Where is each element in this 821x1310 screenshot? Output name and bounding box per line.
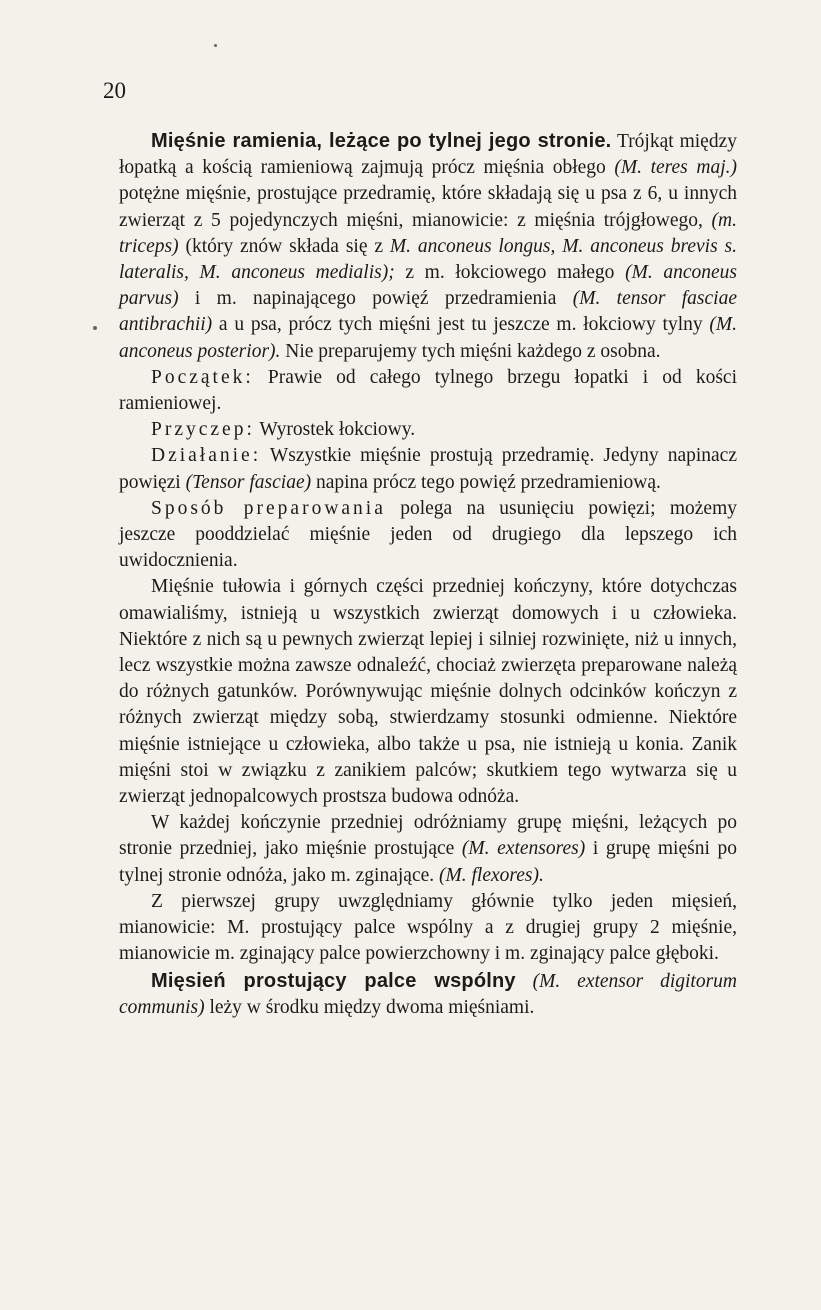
latin-term: M. anconeus longus, M. anconeus brevis s. lateralis, M. anconeus medialis); <box>119 235 738 284</box>
field-label: Początek: <box>151 366 254 388</box>
latin-term: (Tensor fasciae) <box>185 471 312 493</box>
paragraph-arm-muscles <box>119 128 737 365</box>
text-run: i m. napinającego powięź przedramienia <box>178 288 573 310</box>
paragraph-insertion <box>119 417 737 443</box>
field-label: Sposób preparowania <box>151 497 386 519</box>
latin-term: (M. extensores) <box>461 838 586 860</box>
text-run: i grupę mięśni po tylnej stronie odnóża, jako m. zginające. <box>119 838 737 886</box>
section-heading: Mięśnie ramienia, leżące po tylnej jego stronie. <box>151 130 612 152</box>
paragraph-extensor <box>119 968 737 1021</box>
paragraph-groups <box>119 810 737 889</box>
latin-term: (M. anconeus parvus) <box>119 262 737 310</box>
latin-term: (M. teres maj.) <box>614 157 737 179</box>
text-run: napina prócz tego powięź przedramieniową. <box>311 471 661 493</box>
text-run: Wszystkie mięśnie prostują przedramię. Jedyny napinacz powięzi <box>119 445 737 493</box>
page-number: 20 <box>103 78 126 103</box>
text-run: Wyrostek łokciowy. <box>254 419 416 441</box>
field-label: Przyczep: <box>151 419 255 441</box>
text-run: Prawie od całego tylnego brzegu łopatki i od kości ramieniowej. <box>119 366 737 415</box>
text-run: a u psa, prócz tych mięśni jest tu jeszcze m. łokciowy tylny <box>212 314 710 336</box>
latin-term: (M. extensor digitorum communis) <box>119 970 737 1018</box>
body-text <box>119 128 737 1021</box>
text-run: polega na usunięciu powięzi; możemy jeszcze pooddzielać mięśnie jeden od drugiego dla lepszego ich uwidocznienia. <box>119 497 737 572</box>
field-label: Działanie: <box>151 445 262 467</box>
text-run: (który znów składa się z <box>178 235 390 257</box>
paper-speck <box>93 326 97 330</box>
latin-term: (M. tensor fasciae antibrachii) <box>119 288 737 336</box>
text-run: Nie preparujemy tych mięśni każdego z osobna. <box>280 340 661 362</box>
latin-term: (m. triceps) <box>119 209 737 257</box>
paragraph-origin <box>119 365 737 417</box>
text-run: leży w środku między dwoma mięśniami. <box>204 996 535 1018</box>
latin-term: (M. anconeus posterior). <box>119 314 737 362</box>
text-run <box>516 971 533 992</box>
paragraph-action <box>119 443 737 495</box>
paper-speck <box>214 44 217 47</box>
text-run: potężne mięśnie, prostujące przedramię, które składają się u psa z 6, u innych zwierząt z 5 pojedynczych mięśni, mianowicie: z mięśnia trójgłowego, <box>119 183 737 231</box>
latin-term: (M. flexores). <box>439 864 544 886</box>
text-run: Trójkąt między łopatką a kością ramieniową zajmują prócz mięśnia obłego <box>119 131 737 179</box>
section-heading: Mięsień prostujący palce wspólny <box>151 969 516 992</box>
paragraph-comparison: Mięśnie tułowia i górnych części przedniej kończyny, które dotychczas omawialiśmy, istnieją u wszystkich zwierząt domowych i u człowieka. Niektóre z nich są u pewnych zwierząt lepiej i silniej rozwinięte, niż u innych, lecz wszystkie można zawsze odnaleźć, chociaż zwierzęta preparowane należą do różnych gatunków. Porównywując mięśnie dolnych odcinków kończyn z różnych zwierząt między sobą, stwierdzamy stosunki odmienne. Niektóre mięśnie istniejące u człowieka, albo także u psa, nie istnieją u konia. Zanik mięśni stoi w związku z zanikiem palców; skutkiem tego wytwarza się u zwierząt jednopalcowych prostsza budowa odnóża. <box>119 576 737 808</box>
paragraph-preparation <box>119 496 737 575</box>
text-run: z m. łokciowego małego <box>394 262 626 284</box>
text-run: W każdej kończynie przedniej odróżniamy grupę mięśni, leżących po stronie przedniej, jako mięśnie prostujące <box>119 812 737 860</box>
paragraph-first-group: Z pierwszej grupy uwzględniamy głównie tylko jeden mięsień, mianowicie: M. prostujący palce wspólny a z drugiej grupy 2 mięśnie, mianowicie m. zginający palce powierzchowny i m. zginający palce głęboki. <box>119 890 737 965</box>
